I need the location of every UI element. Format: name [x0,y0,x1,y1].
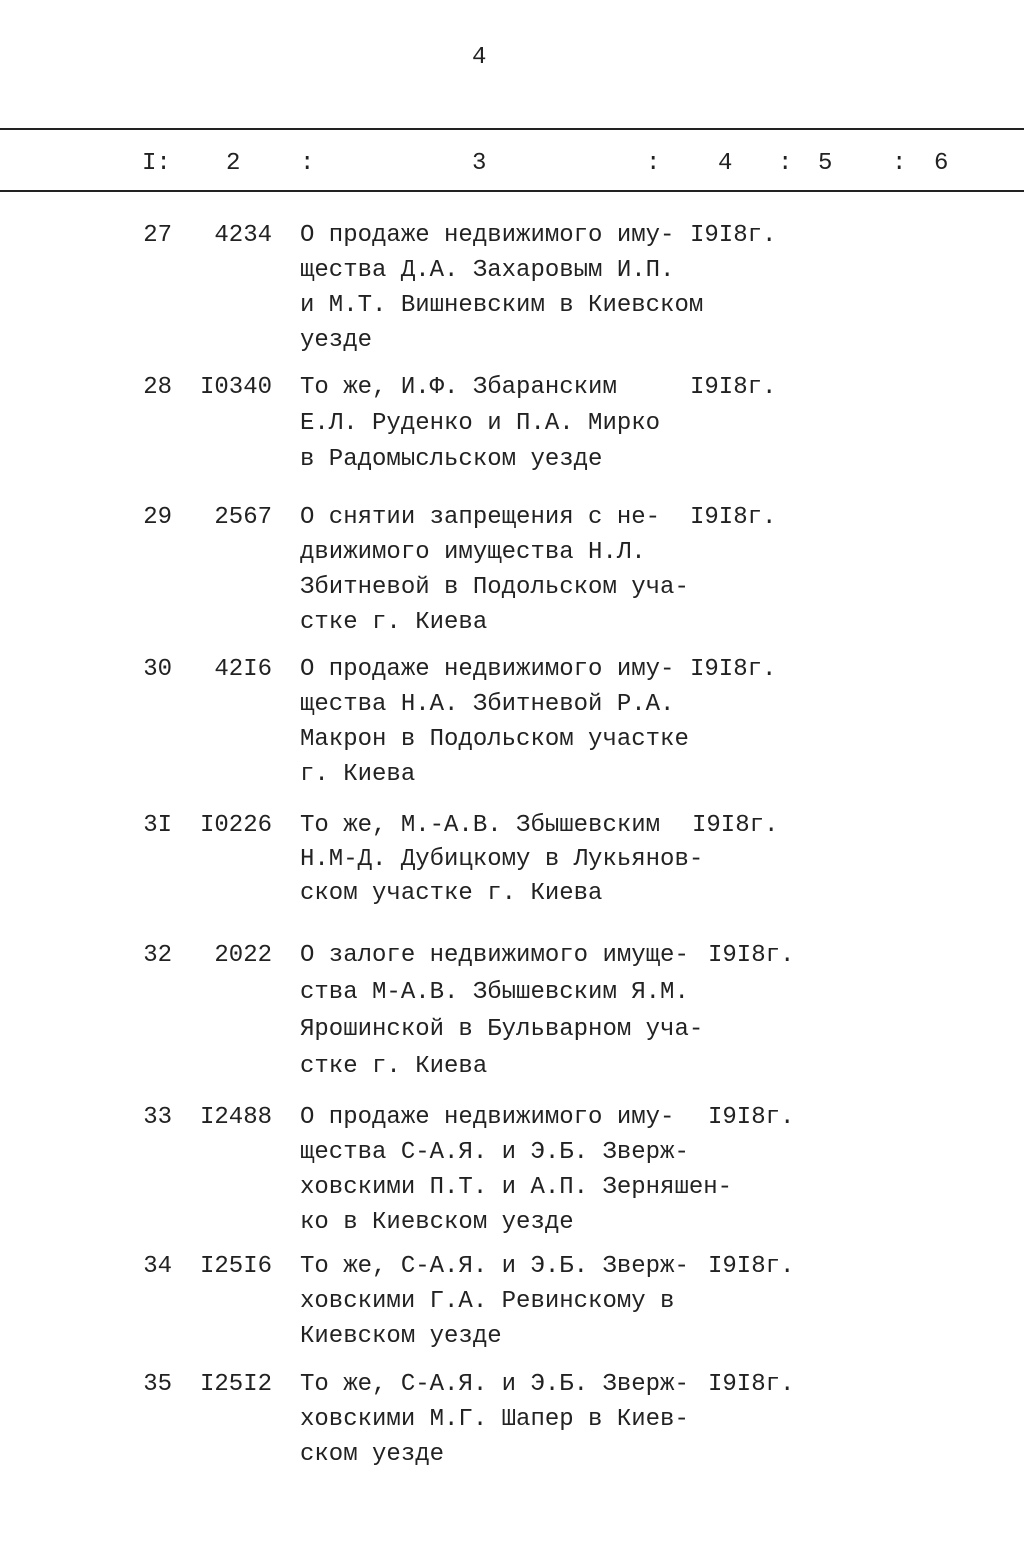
item-year: I9I8г. [690,222,777,249]
item-code: 42I6 [214,656,272,683]
item-description-line: ства М-А.В. Збышевским Я.М. [300,979,689,1006]
item-description-line: То же, И.Ф. Збаранским [300,374,617,401]
item-description-line: щества Д.А. Захаровым И.П. [300,257,675,284]
item-number: 35 [143,1371,172,1398]
item-code: I25I2 [199,1371,272,1398]
column-separator: : [646,150,661,177]
header-bottom-rule [0,190,1024,192]
header-top-rule [0,128,1024,130]
item-description-line: г. Киева [300,761,416,788]
item-description-line: Киевском уезде [300,1323,502,1350]
item-description-line: уезде [300,327,373,354]
item-description-line: ко в Киевском уезде [300,1209,574,1236]
column-1-header: I: [142,150,171,177]
item-description-line: О продаже недвижимого иму- [300,1104,675,1131]
item-description-line: То же, С-А.Я. и Э.Б. Зверж- [300,1371,689,1398]
item-description-line: стке г. Киева [300,609,488,636]
item-year: I9I8г. [692,812,779,839]
item-description-line: ховскими П.Т. и А.П. Зерняшен- [300,1174,733,1201]
column-2-header: 2 [226,150,241,177]
item-year: I9I8г. [708,1104,795,1131]
item-year: I9I8г. [708,942,795,969]
item-description-line: ском уезде [300,1441,445,1468]
item-description-line: О продаже недвижимого иму- [300,222,675,249]
item-description-line: движимого имущества Н.Л. [300,539,646,566]
item-description-line: ховскими М.Г. Шапер в Киев- [300,1406,689,1433]
item-code: I0340 [199,374,272,401]
column-separator: : [300,150,315,177]
item-code: 2022 [214,942,272,969]
item-description-line: Е.Л. Руденко и П.А. Мирко [300,410,661,437]
item-number: 29 [143,504,172,531]
column-5-header: 5 [818,150,833,177]
item-number: 30 [143,656,172,683]
item-code: I2488 [199,1104,272,1131]
item-description-line: ском участке г. Киева [300,880,603,907]
item-description-line: ховскими Г.А. Ревинскому в [300,1288,675,1315]
item-number: 32 [143,942,172,969]
item-year: I9I8г. [690,374,777,401]
column-4-header: 4 [718,150,733,177]
item-description-line: щества Н.А. Збитневой Р.А. [300,691,675,718]
item-description-line: Макрон в Подольском участке [300,726,689,753]
item-description-line: О снятии запрещения с не- [300,504,661,531]
item-number: 28 [143,374,172,401]
item-description-line: и М.Т. Вишневским в Киевском [300,292,704,319]
item-description-line: О залоге недвижимого имуще- [300,942,689,969]
item-year: I9I8г. [708,1253,795,1280]
item-code: 4234 [214,222,272,249]
item-number: 3I [143,812,172,839]
item-description-line: Збитневой в Подольском уча- [300,574,689,601]
item-year: I9I8г. [690,656,777,683]
item-number: 27 [143,222,172,249]
item-code: 2567 [214,504,272,531]
column-3-header: 3 [472,150,487,177]
item-description-line: О продаже недвижимого иму- [300,656,675,683]
item-number: 33 [143,1104,172,1131]
item-code: I0226 [199,812,272,839]
column-6-header: 6 [934,150,949,177]
item-description-line: стке г. Киева [300,1053,488,1080]
item-code: I25I6 [199,1253,272,1280]
item-description-line: Н.М-Д. Дубицкому в Лукьянов- [300,846,704,873]
item-year: I9I8г. [708,1371,795,1398]
item-description-line: Ярошинской в Бульварном уча- [300,1016,704,1043]
column-separator: : [778,150,793,177]
item-description-line: То же, М.-А.В. Збышевским [300,812,661,839]
column-separator: : [892,150,907,177]
item-number: 34 [143,1253,172,1280]
item-description-line: То же, С-А.Я. и Э.Б. Зверж- [300,1253,689,1280]
item-year: I9I8г. [690,504,777,531]
item-description-line: в Радомысльском уезде [300,446,603,473]
item-description-line: щества С-А.Я. и Э.Б. Зверж- [300,1139,689,1166]
page-number: 4 [472,44,487,71]
